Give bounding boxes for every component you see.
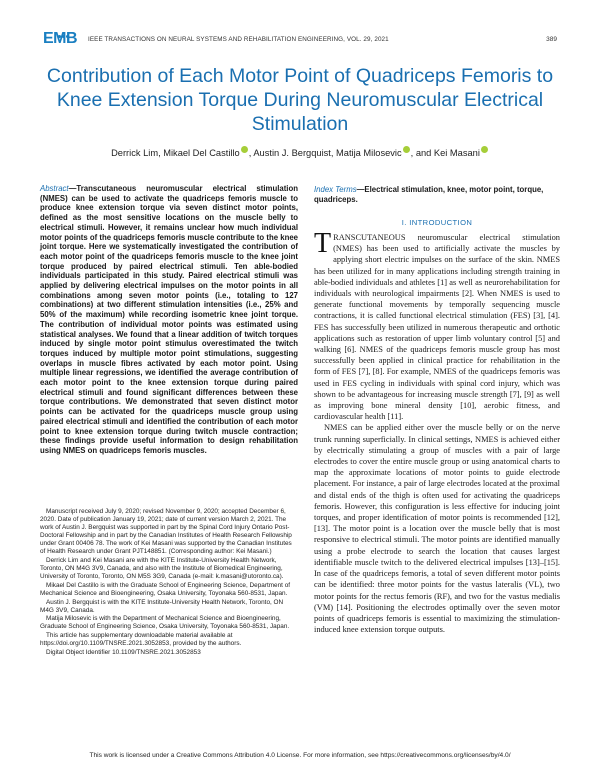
- footnote: Derrick Lim and Kei Masani are with the KITE Institute-University Health Network, Toronto, ON M4G 3V9, Canada, and also with the Institute of Biomedical Engineering, University of Toronto, Toronto, ON M5S 3G9, Canada (e-mail: k.masani@utoronto.ca).: [40, 557, 284, 581]
- orcid-icon[interactable]: [241, 146, 248, 153]
- paragraph: [314, 228, 560, 422]
- footnote: Austin J. Bergquist is with the KITE Institute-University Health Network, Toronto, ON M4G 3V9, Canada.: [40, 598, 284, 614]
- footnote: Mikael Del Castillo is with the Graduate School of Engineering Science, Department of Mechanical Science and Bioengineering, Osaka University, Toyonaka 560-8531, Japan.: [40, 581, 291, 597]
- paragraph-text: RANSCUTANEOUS neuromuscular electrical stimulation (NMES) has been used to artificially activate the muscles by applying short electric impulses on the surface of the skin. NMES has been utilized for in many applications including strength training in able-bodied individuals and athletes [1] as well as neurorehabilitation for individuals with neurological impairments [2]. When NMES is used to generate functional movements by temporally sequencing muscle contractions, it is called functional electrical stimulation (FES) [3], [4]. FES has successfully been utilized in numerous therapeutic and orthotic applications such as restoration of upper limb voluntary control [5] and walking [6]. NMES of the quadriceps femoris muscle group has most successfully been applied in clinical practice for rehabilitation in the form of FES [7], [8]. For example, NMES of the quadriceps femoris was used in FES cycling in individuals with spinal cord injury, which was shown to be advantageous for increasing muscle strength [7], [9] as well as improving bone mineral density [10], aerobic fitness, and cardiovascular health [11].: [314, 233, 560, 422]
- orcid-icon[interactable]: [403, 146, 410, 153]
- author-name: , Austin J. Bergquist, Matija Milosevic: [248, 148, 402, 158]
- author-list: [40, 146, 560, 158]
- logo-text: EMB: [43, 30, 78, 47]
- footnote: Manuscript received July 9, 2020; revised November 9, 2020; accepted December 6, 2020. Date of publication January 19, 2021; date of current version March 2, 2021. The work of Austin J. Bergquist was supported in part by the Spinal Cord Injury Ontario Post-Doctoral Fellowship and in part by the Canadian Institutes of Health Research Fellowship under Grant 00406 78. The work of Kei Masani was supported by the Canadian Institutes of Health Research under Grant PJT148851. (Corresponding author: Kei Masani.): [40, 508, 292, 556]
- index-terms-text: —Electrical stimulation, knee, motor point, torque, quadriceps.: [314, 185, 544, 204]
- index-terms-label: Index Terms: [314, 185, 357, 194]
- abstract-label: Abstract: [40, 184, 69, 193]
- author-name: Mikael Del Castillo: [163, 148, 240, 158]
- footnote: This article has supplementary downloadable material available at https://doi.org/10.1109/TNSRE.2021.3052853, provided by the authors.: [40, 631, 242, 647]
- abstract-text: —Transcutaneous neuromuscular electrical stimulation (NMES) can be used to activate the quadriceps femoris muscle to produce knee extension torque via seven distinct motor points, defined as the most sensitive locations on the muscle belly to electrical stimuli. However, it remains unclear how much individual motor points of the quadriceps femoris muscle contribute to the knee joint torque. Here we systematically investigated the contribution of each motor point of the quadriceps femoris muscle to the knee joint torque produced by paired electrical stimuli. Ten able-bodied individuals participated in this study. Paired electrical stimuli was applied by delivering electrical impulses on the motor points in all combinations among seven motor points (i.e., totaling to 127 combinations) at two different stimulation intensities (i.e., 25% and 50% of the maximum) while recording isometric knee joint torque. The contribution of individual motor points was estimated using statistical analyses. We found that a linear addition of twitch torques induced by single motor point stimulus overestimated the twitch torques induced by multiple motor point stimulations, suggesting overlaps in muscle fibres activated by each motor point. Using multiple linear regressions, we identified the average contribution of each motor point to the knee extension torque during paired electrical stimuli and found significant differences between these torque contributions. We demonstrated that seven distinct motor points can be activated for the quadriceps muscle group using paired electrical stimuli and identified the contribution of each motor point to knee extension torque during twitch muscle contraction; these findings provide useful information to design rehabilitation using NMES on quadriceps femoris muscles.: [40, 184, 298, 455]
- footnote: Digital Object Identifier 10.1109/TNSRE.2021.3052853: [46, 648, 201, 656]
- paragraph: NMES can be applied either over the muscle belly or on the nerve trunk running superficially. In clinical settings, NMES is achieved either by electrically stimulating a group of muscles with a pair of large electrodes to cover the entire muscle group or using anatomical charts to map the approximate locations of motor points to guide electrode placement. For instance, a pair of large electrodes located at the proximal and distal ends of the thigh is often used for activating the quadriceps femoris. However, this configuration is less effective for inducing joint torques, and proper identification of motor points is recommended [12], [13]. The motor point is a location over the muscle belly that is most responsive to electrical stimuli. The motor points are identified manually using a probe electrode to search the location that causes largest identifiable muscle twitch to the delivered electrical impulses [13]–[15]. In case of the quadriceps femoris, a total of seven different motor points can be identified: three motor points for the vastus lateralis (VL), two motor points for the rectus femoris (RF), and two for the vastus medialis (VM) [14]. Positioning the electrodes optimally over the seven motor points of quadriceps femoris is essential to maximizing the stimulation-induced knee extension torque outputs.: [314, 423, 560, 635]
- drop-cap: T: [314, 228, 332, 259]
- page-number: 389: [546, 36, 557, 43]
- footnotes: [40, 508, 298, 657]
- emb-logo: [43, 30, 87, 48]
- author-name: , and Kei Masani: [410, 148, 480, 158]
- author-name: Derrick Lim,: [111, 148, 164, 158]
- footnote: Matija Milosevic is with the Department of Mechanical Science and Bioengineering, Graduate School of Engineering Science, Osaka University, Toyonaka 560-8531, Japan.: [40, 615, 290, 631]
- orcid-icon[interactable]: [481, 146, 488, 153]
- section-heading: I. INTRODUCTION: [401, 218, 473, 227]
- introduction-body: [314, 228, 560, 635]
- license-footer: This work is licensed under a Creative Commons Attribution 4.0 License. For more information, see https://creativecommons.org/licenses/by/4.0/: [89, 752, 511, 759]
- paper-title: Contribution of Each Motor Point of Quadriceps Femoris to Knee Extension Torque During Neuromuscular Electrical Stimulation: [46, 65, 554, 135]
- abstract: [40, 184, 298, 456]
- running-title: IEEE TRANSACTIONS ON NEURAL SYSTEMS AND REHABILITATION ENGINEERING, VOL. 29, 2021: [88, 36, 389, 43]
- index-terms: [314, 185, 560, 204]
